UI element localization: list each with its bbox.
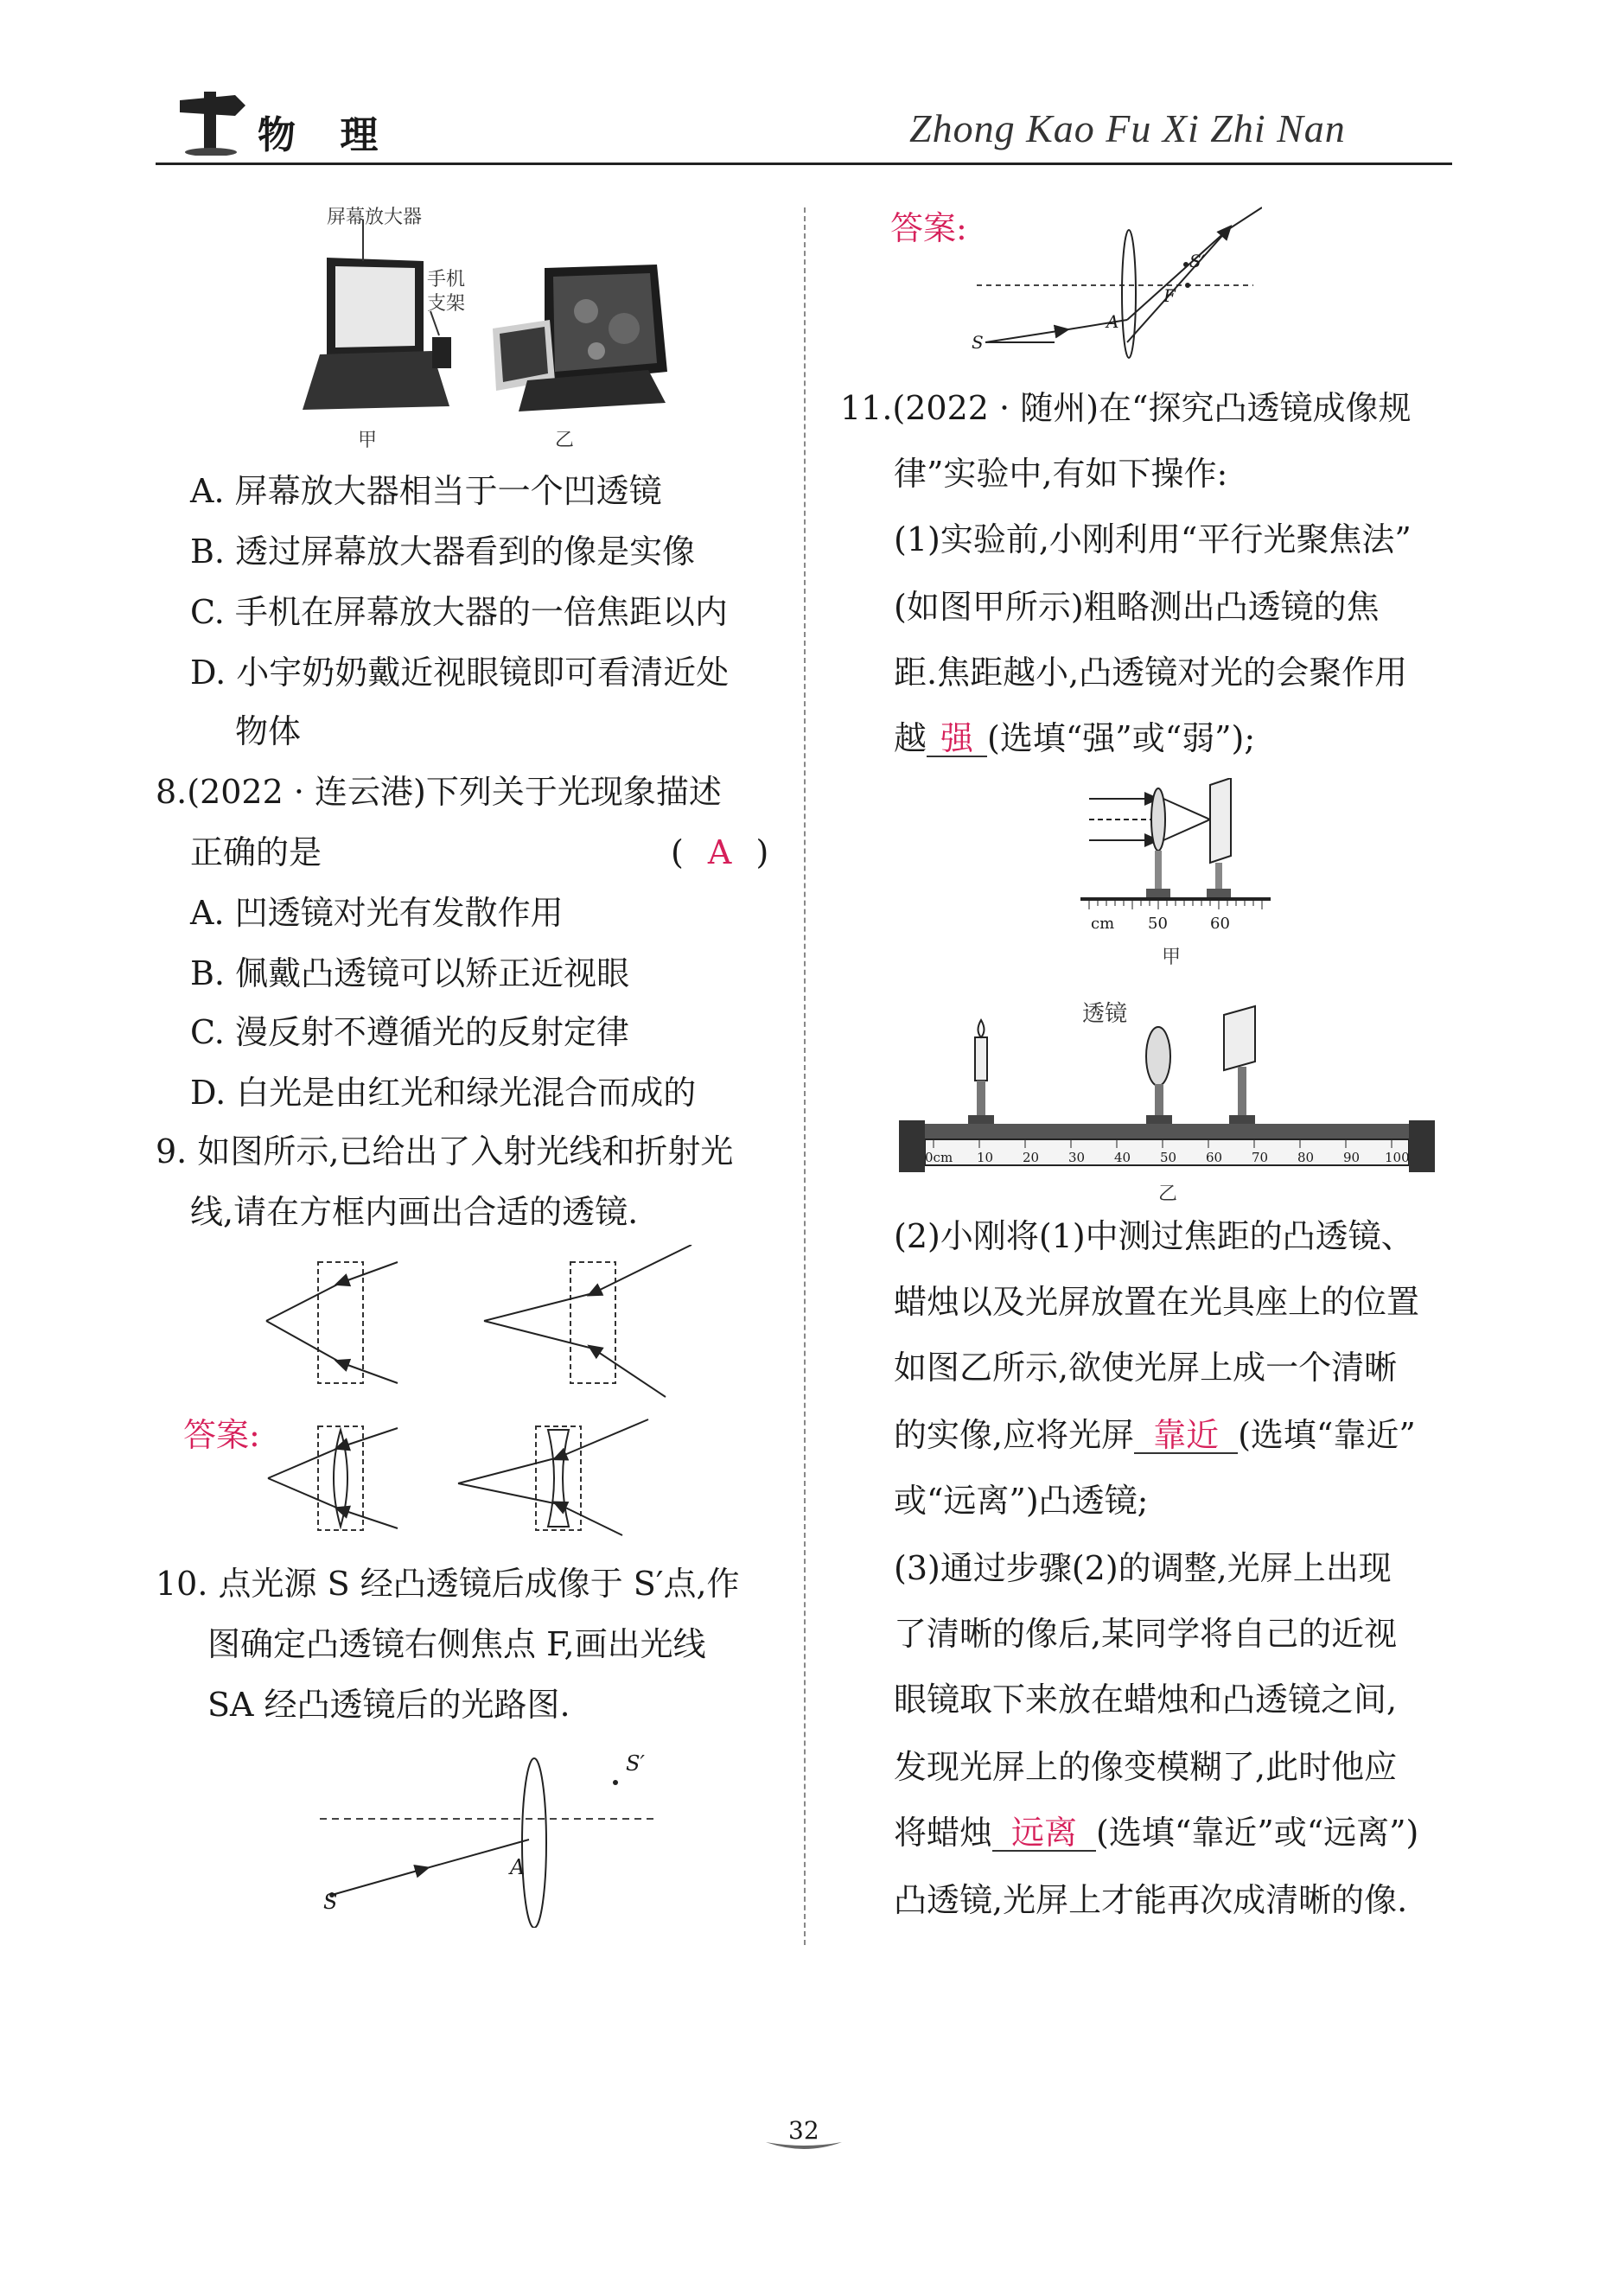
q9-stem-1: 9. 如图所示,已给出了入射光线和折射光: [156, 1132, 734, 1170]
q11-fig-b-tick: 90: [1343, 1150, 1361, 1165]
q8-option-c: C. 漫反射不遵循光的反射定律: [190, 1013, 629, 1051]
q11-fig-a-tick-60: 60: [1210, 915, 1230, 933]
series-title: Zhong Kao Fu Xi Zhi Nan: [909, 106, 1346, 150]
q11-p1-answer: 强: [927, 721, 987, 757]
q10-answer-label-s: S: [972, 332, 984, 353]
q8-option-b: B. 佩戴凸透镜可以矫正近视眼: [190, 954, 630, 992]
subject-title: 物 理: [258, 113, 394, 157]
q8-option-a: A. 凹透镜对光有发散作用: [190, 894, 564, 932]
q11-p2-line1: (2)小刚将(1)中测过焦距的凸透镜、: [894, 1217, 1414, 1255]
q11-p1-line4: [894, 721, 1255, 757]
q7-option-a: A. 屏幕放大器相当于一个凹透镜: [190, 472, 662, 510]
page-number: 32: [788, 2116, 819, 2145]
q11-stem-2: 律”实验中,有如下操作:: [894, 455, 1228, 493]
q7-option-d: D. 小宇奶奶戴近视眼镜即可看清近处: [190, 654, 730, 692]
q11-p2-post: (选填“靠近”: [1238, 1416, 1416, 1454]
q11-p2-answer: 靠近: [1134, 1418, 1238, 1454]
q8-answer-box: [671, 835, 768, 870]
q11-fig-a-caption: 甲: [1162, 947, 1182, 968]
q7-option-c: C. 手机在屏幕放大器的一倍焦距以内: [190, 593, 728, 631]
q8-answer: A: [707, 833, 732, 871]
q11-figure-b: [899, 994, 1435, 1176]
q11-p3-line1: (3)通过步骤(2)的调整,光屏上出现: [894, 1549, 1392, 1587]
q7-option-b: B. 透过屏幕放大器看到的像是实像: [190, 533, 696, 571]
q11-p3-answer: 远离: [992, 1815, 1096, 1852]
q10-label-s: S: [323, 1890, 338, 1914]
q9-answer-figure: [259, 1418, 709, 1539]
q11-p3-line3: 眼镜取下来放在蜡烛和凸透镜之间,: [894, 1681, 1398, 1719]
q10-label-a: A: [510, 1855, 526, 1879]
q8-option-d: D. 白光是由红光和绿光混合而成的: [190, 1074, 697, 1112]
q11-p1-pre: 越: [894, 719, 927, 757]
q11-p2-line4: [894, 1418, 1416, 1454]
q11-p3-line2: 了清晰的像后,某同学将自己的近视: [894, 1615, 1398, 1653]
q11-p1-line1: (1)实验前,小刚利用“平行光聚焦法”: [894, 520, 1412, 558]
q10-answer-label-a: A: [1106, 311, 1119, 332]
magnifier-with-phone-image: [493, 265, 667, 411]
q11-fig-b-tick: 70: [1252, 1150, 1269, 1165]
q8-stem-2: 正确的是: [190, 833, 322, 871]
q7-option-d-cont: 物体: [235, 712, 302, 750]
q11-p3-post: (选填“靠近”或“远离”): [1096, 1814, 1419, 1852]
q11-p2-line2: 蜡烛以及光屏放置在光具座上的位置: [894, 1283, 1420, 1321]
q11-fig-b-caption: 乙: [1158, 1183, 1178, 1205]
header-logo: [173, 86, 251, 156]
signpost-icon: [173, 86, 251, 156]
q8-paren-open: (: [671, 833, 684, 871]
q7-caption-b: 乙: [555, 430, 575, 451]
q11-fig-b-tick: 10: [977, 1150, 994, 1165]
q11-p2-pre: 的实像,应将光屏: [894, 1416, 1135, 1454]
q11-p3-pre: 将蜡烛: [894, 1814, 993, 1852]
q7-caption-a: 甲: [358, 430, 378, 451]
q9-stem-2: 线,请在方框内画出合适的透镜.: [190, 1193, 639, 1231]
q11-fig-b-tick: 40: [1114, 1150, 1131, 1165]
q10-figure: [311, 1746, 674, 1928]
q11-fig-a-tick-50: 50: [1148, 915, 1168, 933]
q11-fig-b-tick: 30: [1068, 1150, 1086, 1165]
q11-fig-b-ticks: [925, 1150, 1409, 1167]
q11-p3-line5: [894, 1815, 1418, 1852]
q10-stem-2: 图确定凸透镜右侧焦点 F,画出光线: [207, 1625, 706, 1663]
q11-p2-line5: 或“远离”)凸透镜;: [894, 1482, 1149, 1520]
q11-fig-b-tick: 50: [1160, 1150, 1177, 1165]
q10-answer-label: 答案:: [890, 209, 967, 247]
column-divider: [804, 207, 806, 1945]
q11-p1-line3: 距.焦距越小,凸透镜对光的会聚作用: [894, 654, 1408, 692]
q11-p3-line4: 发现光屏上的像变模糊了,此时他应: [894, 1748, 1398, 1786]
q11-p1-line2: (如图甲所示)粗略测出凸透镜的焦: [894, 588, 1380, 626]
q10-stem-1: 10. 点光源 S 经凸透镜后成像于 S′点,作: [156, 1565, 740, 1603]
q7-label-magnifier: 屏幕放大器: [327, 207, 423, 228]
q8-stem-1: 8.(2022 · 连云港)下列关于光现象描述: [156, 773, 722, 811]
q11-fig-b-tick: 60: [1206, 1150, 1223, 1165]
q7-label-holder-1: 手机: [427, 269, 466, 290]
q10-answer-label-s-prime: S′: [1189, 251, 1206, 271]
q10-stem-3: SA 经凸透镜后的光路图.: [207, 1686, 570, 1724]
header-rule: [156, 163, 1452, 165]
q10-answer-figure: [968, 204, 1262, 360]
q7-label-holder-2: 支架: [427, 293, 466, 315]
q11-fig-a-unit: cm: [1091, 915, 1115, 933]
q8-paren-close: ): [755, 833, 769, 871]
q11-stem-1: 11.(2022 · 随州)在“探究凸透镜成像规: [840, 389, 1412, 427]
q11-fig-b-tick: 0cm: [925, 1150, 953, 1165]
q10-label-s-prime: S′: [626, 1751, 645, 1776]
q11-p2-line3: 如图乙所示,欲使光屏上成一个清晰: [894, 1349, 1398, 1387]
q11-fig-b-tick: 20: [1023, 1150, 1040, 1165]
q11-fig-b-tick: 100: [1385, 1150, 1410, 1165]
q10-answer-label-f: F: [1163, 285, 1176, 306]
q11-fig-b-tick: 80: [1297, 1150, 1315, 1165]
q9-answer-label: 答案:: [183, 1416, 260, 1454]
q9-figure: [259, 1245, 709, 1400]
q11-p1-post: (选填“强”或“弱”);: [987, 719, 1256, 757]
q7-figure: [285, 199, 700, 450]
q11-fig-b-lens-label: 透镜: [1082, 1001, 1128, 1027]
q11-p3-line6: 凸透镜,光屏上才能再次成清晰的像.: [894, 1881, 1408, 1919]
